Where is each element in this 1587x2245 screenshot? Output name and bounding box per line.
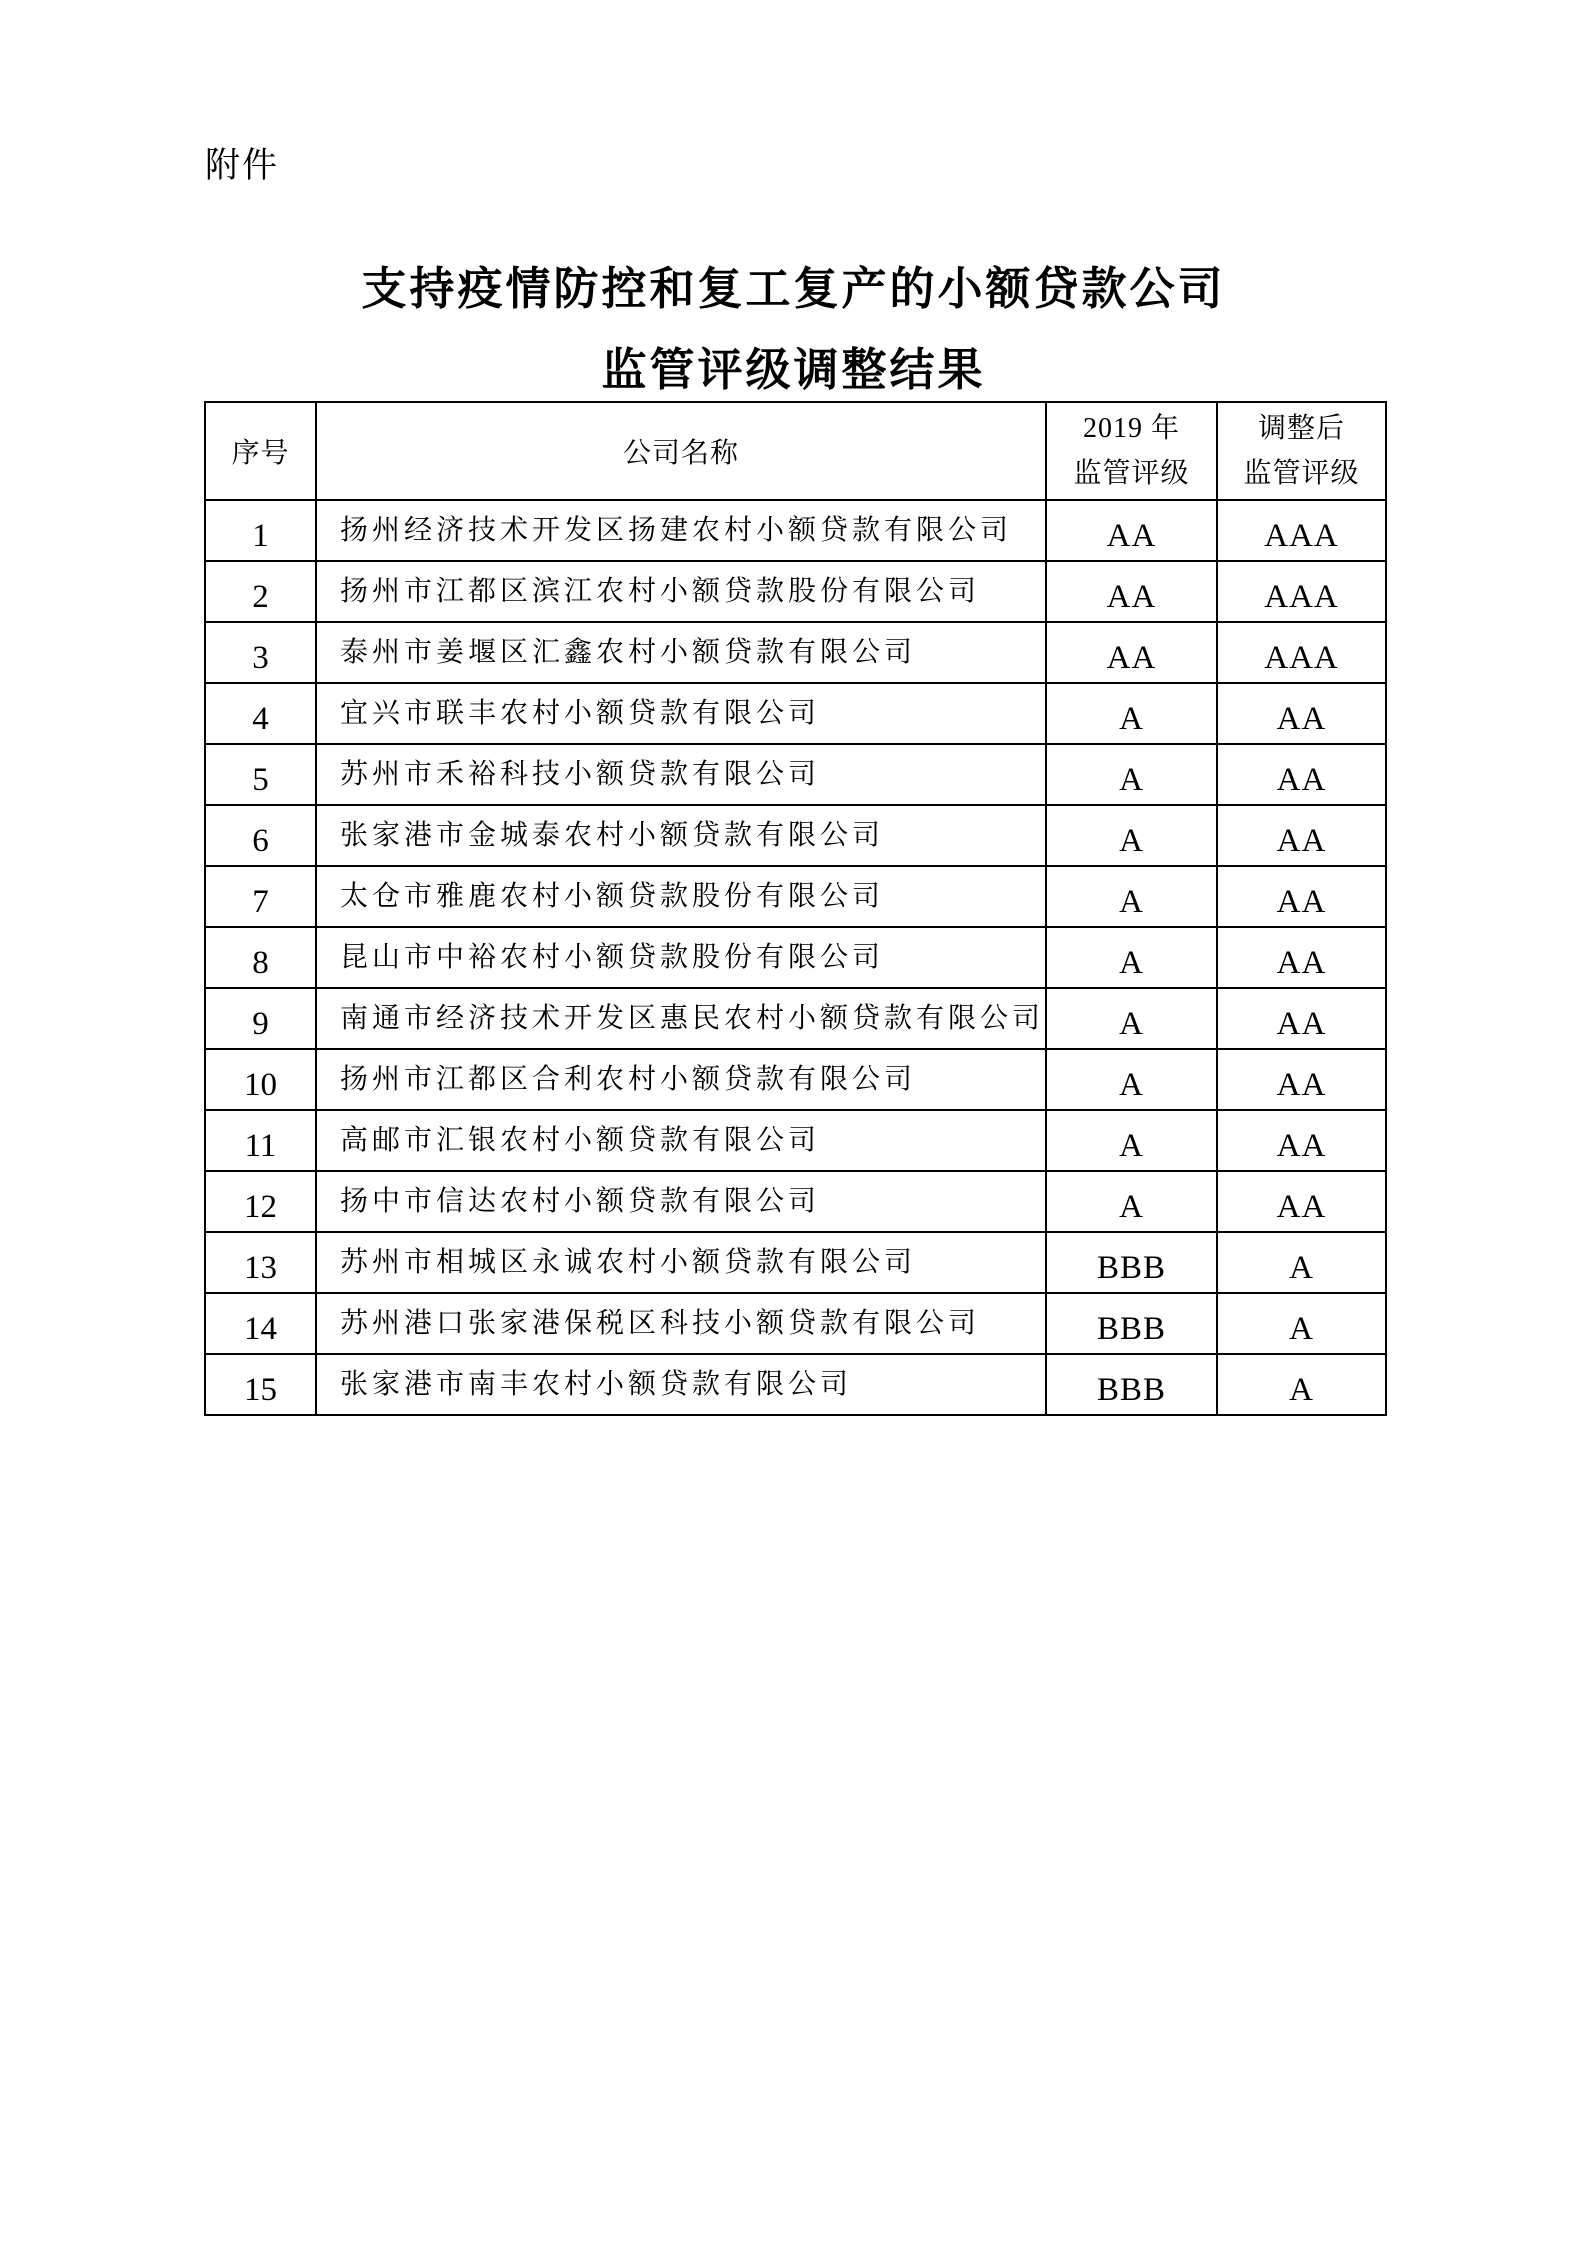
rating-adjusted-cell: AA: [1217, 1110, 1386, 1171]
company-name-cell: 张家港市金城泰农村小额贷款有限公司: [316, 805, 1046, 866]
table-row: [205, 1232, 1386, 1293]
table-row: [205, 500, 1386, 561]
table-row: [205, 744, 1386, 805]
rating-2019-cell: A: [1046, 744, 1217, 805]
document-title-line1: 支持疫情防控和复工复产的小额贷款公司: [361, 264, 1226, 314]
table-row: [205, 1354, 1386, 1415]
rating-2019-cell: BBB: [1046, 1293, 1217, 1354]
header-company: 公司名称: [316, 402, 1046, 500]
company-name-cell: 昆山市中裕农村小额贷款股份有限公司: [316, 927, 1046, 988]
header-index: 序号: [205, 402, 316, 500]
company-name-cell: 扬州市江都区滨江农村小额贷款股份有限公司: [316, 561, 1046, 622]
company-name-cell: 泰州市姜堰区汇鑫农村小额贷款有限公司: [316, 622, 1046, 683]
table-row: [205, 805, 1386, 866]
rating-2019-cell: BBB: [1046, 1354, 1217, 1415]
rating-adjusted-cell: AA: [1217, 866, 1386, 927]
rating-adjusted-cell: AA: [1217, 683, 1386, 744]
attachment-label: 附件: [205, 146, 280, 185]
header-rating-adjusted: [1217, 402, 1386, 500]
table-row: [205, 927, 1386, 988]
serial-cell: 1: [205, 500, 316, 561]
rating-2019-cell: A: [1046, 805, 1217, 866]
company-name-cell: 扬州经济技术开发区扬建农村小额贷款有限公司: [316, 500, 1046, 561]
rating-2019-cell: BBB: [1046, 1232, 1217, 1293]
company-name-cell: 苏州市相城区永诚农村小额贷款有限公司: [316, 1232, 1046, 1293]
rating-2019-cell: A: [1046, 683, 1217, 744]
rating-2019-cell: A: [1046, 927, 1217, 988]
company-name-cell: 苏州港口张家港保税区科技小额贷款有限公司: [316, 1293, 1046, 1354]
serial-cell: 4: [205, 683, 316, 744]
rating-2019-cell: A: [1046, 866, 1217, 927]
serial-cell: 11: [205, 1110, 316, 1171]
header-rating-2019-line1: 2019 年: [1082, 412, 1180, 444]
rating-adjusted-cell: AA: [1217, 927, 1386, 988]
table-body: [205, 500, 1386, 1415]
rating-2019-cell: A: [1046, 1110, 1217, 1171]
rating-adjusted-cell: AA: [1217, 1049, 1386, 1110]
table-row: [205, 866, 1386, 927]
header-rating-2019-line2: 监管评级: [1073, 458, 1190, 489]
serial-cell: 10: [205, 1049, 316, 1110]
company-name-cell: 高邮市汇银农村小额贷款有限公司: [316, 1110, 1046, 1171]
rating-adjusted-cell: AA: [1217, 805, 1386, 866]
company-name-cell: 张家港市南丰农村小额贷款有限公司: [316, 1354, 1046, 1415]
table-row: [205, 561, 1386, 622]
rating-2019-cell: AA: [1046, 500, 1217, 561]
rating-2019-cell: A: [1046, 1049, 1217, 1110]
header-rating-2019: [1046, 402, 1217, 500]
serial-cell: 9: [205, 988, 316, 1049]
table-row: [205, 988, 1386, 1049]
table-header: [205, 402, 1386, 500]
table-row: [205, 1171, 1386, 1232]
serial-cell: 7: [205, 866, 316, 927]
company-name-cell: 宜兴市联丰农村小额贷款有限公司: [316, 683, 1046, 744]
company-name-cell: 苏州市禾裕科技小额贷款有限公司: [316, 744, 1046, 805]
serial-cell: 13: [205, 1232, 316, 1293]
rating-2019-cell: AA: [1046, 561, 1217, 622]
company-name-cell: 扬州市江都区合利农村小额贷款有限公司: [316, 1049, 1046, 1110]
serial-cell: 12: [205, 1171, 316, 1232]
rating-adjusted-cell: AAA: [1217, 500, 1386, 561]
serial-cell: 6: [205, 805, 316, 866]
table-header-row: [205, 402, 1386, 500]
header-rating-adjusted-line2: 监管评级: [1243, 458, 1360, 489]
rating-2019-cell: A: [1046, 1171, 1217, 1232]
table-row: [205, 683, 1386, 744]
rating-adjusted-cell: A: [1217, 1232, 1386, 1293]
table-row: [205, 1049, 1386, 1110]
rating-2019-cell: AA: [1046, 622, 1217, 683]
serial-cell: 8: [205, 927, 316, 988]
table-row: [205, 622, 1386, 683]
header-rating-adjusted-line1: 调整后: [1257, 412, 1345, 444]
company-name-cell: 扬中市信达农村小额贷款有限公司: [316, 1171, 1046, 1232]
serial-cell: 3: [205, 622, 316, 683]
rating-adjusted-cell: AA: [1217, 1171, 1386, 1232]
company-name-cell: 太仓市雅鹿农村小额贷款股份有限公司: [316, 866, 1046, 927]
serial-cell: 14: [205, 1293, 316, 1354]
serial-cell: 2: [205, 561, 316, 622]
rating-table: [204, 401, 1387, 1416]
rating-2019-cell: A: [1046, 988, 1217, 1049]
serial-cell: 5: [205, 744, 316, 805]
document-title-line2: 监管评级调整结果: [601, 345, 986, 395]
rating-adjusted-cell: AA: [1217, 744, 1386, 805]
company-name-cell: 南通市经济技术开发区惠民农村小额贷款有限公司: [316, 988, 1046, 1049]
rating-adjusted-cell: A: [1217, 1293, 1386, 1354]
table-row: [205, 1110, 1386, 1171]
rating-adjusted-cell: AAA: [1217, 622, 1386, 683]
rating-adjusted-cell: A: [1217, 1354, 1386, 1415]
rating-adjusted-cell: AA: [1217, 988, 1386, 1049]
rating-adjusted-cell: AAA: [1217, 561, 1386, 622]
serial-cell: 15: [205, 1354, 316, 1415]
table-row: [205, 1293, 1386, 1354]
